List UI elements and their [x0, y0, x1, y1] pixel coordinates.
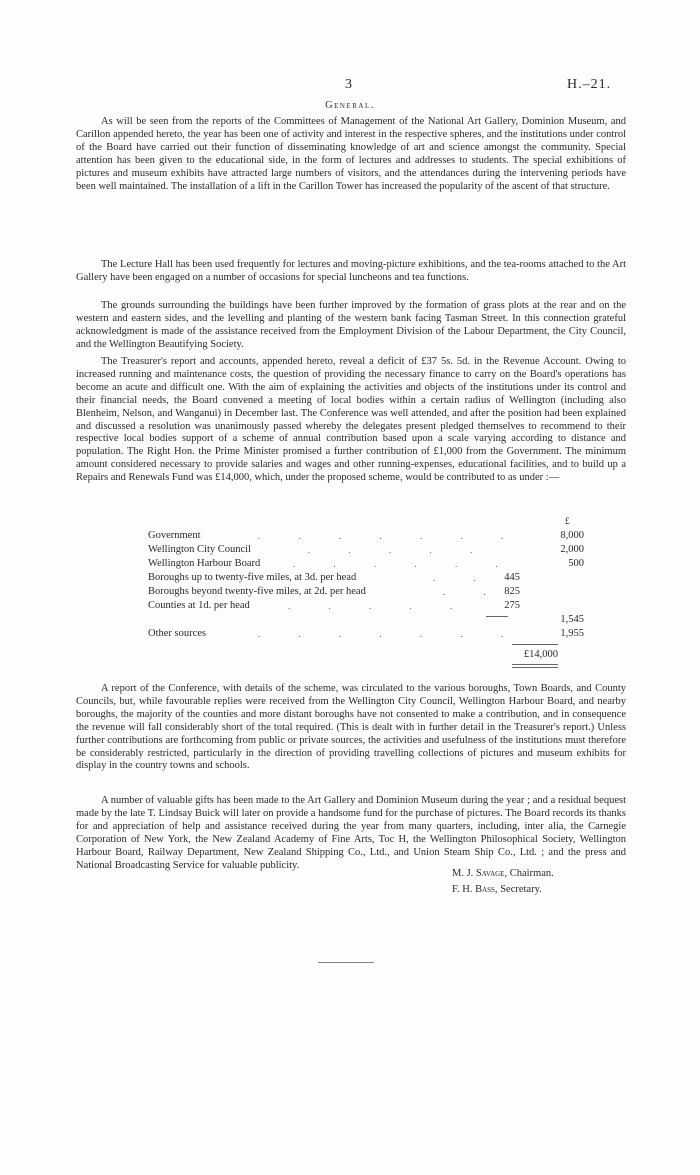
- table-row: [148, 543, 618, 557]
- row-subamount: 825: [504, 586, 520, 597]
- row-label: Boroughs up to twenty-five miles, at 3d. per head: [148, 572, 357, 583]
- leader-dots: . . . . . . .: [258, 629, 522, 639]
- row-label: Other sources: [148, 628, 207, 639]
- row-label: Wellington City Council: [148, 544, 251, 555]
- paragraph-grounds: The grounds surrounding the buildings have been further improved by the formation of grass plots at the rear and on the western and eastern sides, and the levelling and planting of the western bank facing Tasman Street. In this connection grateful acknowledgment is made of the assistance received from the Employment Division of the Labour Department, the City Council, and the Wellington Beautifying Society.: [76, 300, 626, 350]
- leader-dots: . .: [433, 573, 494, 583]
- section-heading: General.: [325, 100, 375, 111]
- total-rule-top: [512, 644, 558, 645]
- row-subamount: 275: [504, 600, 520, 611]
- leader-dots: . . . . . . .: [258, 531, 522, 541]
- table-row: [148, 627, 618, 641]
- signature-chairman: [452, 868, 554, 879]
- table-row: [148, 585, 618, 599]
- currency-header: £: [565, 516, 570, 526]
- row-amount: 500: [568, 558, 584, 569]
- row-label: Government: [148, 530, 201, 541]
- row-amount: 1,955: [560, 628, 584, 639]
- paragraph-treasurer: The Treasurer's report and accounts, appended hereto, reveal a deficit of £37 5s. 5d. in the Revenue Account. Owing to increased running and maintenance costs, the question of providing the necessary finance to carry on the Board's operations has become an acute and difficult one. With the aim of explaining the activities and objects of the institutions under its control and their financial needs, the Board convened a meeting of local bodies within a certain radius of Wellington (including also Blenheim, Nelson, and Wanganui) in December last. The Conference was well attended, and after the position had been explained and discussed a resolution was unanimously passed whereby the delegates present pledged themselves to recommend to their respective local bodies support of a scheme of annual contribution based upon a scale varying according to distance and population. The Right Hon. the Prime Minister promised a further contribution of £1,000 from the Government. The minimum amount considered necessary to provide salaries and wages and other running-expenses, educational facilities, and to build up a Repairs and Renewals Fund was £14,000, which, under the proposed scheme, would be contributed to as under :—: [76, 356, 626, 484]
- signatory-name: F. H. Bass,: [452, 884, 498, 895]
- table-row: [148, 571, 618, 585]
- row-label: Counties at 1d. per head: [148, 600, 250, 611]
- table-total: £14,000: [523, 649, 558, 660]
- signatory-title: Chairman.: [509, 868, 554, 879]
- table-row: [148, 613, 618, 627]
- table-row: [148, 557, 618, 571]
- total-rule-double: [512, 667, 558, 668]
- signatory-title: Secretary.: [500, 884, 542, 895]
- row-amount: 1,545: [560, 614, 584, 625]
- table-row: [148, 599, 618, 613]
- total-rule-bottom: [512, 664, 558, 665]
- leader-dots: . . . . .: [288, 601, 471, 611]
- signatory-name: M. J. Savage,: [452, 868, 508, 879]
- leader-dots: . . . . .: [308, 545, 491, 555]
- row-amount: 8,000: [560, 530, 584, 541]
- paragraph-general: As will be seen from the reports of the Committees of Management of the National Art Gallery, Dominion Museum, and Carillon appended hereto, the year has been one of activity and interest in the respective spheres, and the institutions under control of the Board have carried out their function of disseminating knowledge of art and science amongst the community. Special attention has been given to the educational side, in the form of lectures and addresses to students. The special exhibitions of pictures and museum exhibits have attracted large numbers of visitors, and the attendances during the intervening periods have been well maintained. The installation of a lift in the Carillon Tower has increased the popularity of the ascent of that structure.: [76, 116, 626, 192]
- document-reference: H.–21.: [567, 77, 612, 92]
- row-label: Boroughs beyond twenty-five miles, at 2d. per head: [148, 586, 366, 597]
- paragraph-conference-report: A report of the Conference, with details of the scheme, was circulated to the various boroughs, Town Boards, and County Councils, but, while favourable replies were received from the Wellington City Council, Wellington Harbour Board, and nearby boroughs, the majority of the counties and more distant boroughs have not consented to make a contribution, and in consequence the revenue will fall considerably short of the total required. (This is dealt with in further detail in the Treasurer's report.) Unless further contributions are forthcoming from public or private sources, the activities and usefulness of the institutions must therefore be considerably restricted, particularly in the direction of providing travelling collections of pictures and museum exhibits for display in the country towns and schools.: [76, 683, 626, 772]
- row-label: Wellington Harbour Board: [148, 558, 261, 569]
- leader-dots: . . . . . .: [293, 559, 516, 569]
- row-amount: 2,000: [560, 544, 584, 555]
- end-rule: [318, 962, 374, 963]
- paragraph-gifts: A number of valuable gifts has been made to the Art Gallery and Dominion Museum during the year ; and a residual bequest made by the late T. Lindsay Buick will later on provide a handsome fund for the purchase of pictures. The Board records its thanks for and appreciation of help and assistance received during the year from many quarters, including, inter alia, the Carnegie Corporation of New York, the New Zealand Academy of Fine Arts, Toc H, the Wellington Philosophical Society, Wellington Harbour Board, Railway Department, New Zealand Shipping Co., Ltd., and Union Steam Ship Co., Ltd. ; and the press and National Broadcasting Service for valuable publicity.: [76, 795, 626, 871]
- page-number: 3: [345, 77, 352, 92]
- leader-dots: . .: [443, 587, 504, 597]
- paragraph-lecture-hall: The Lecture Hall has been used frequently for lectures and moving-picture exhibitions, and the tea-rooms attached to the Art Gallery have been engaged on a number of occasions for special luncheons and tea functions.: [76, 259, 626, 283]
- table-row: [148, 529, 618, 543]
- row-subamount: 445: [504, 572, 520, 583]
- signature-secretary: [452, 884, 542, 895]
